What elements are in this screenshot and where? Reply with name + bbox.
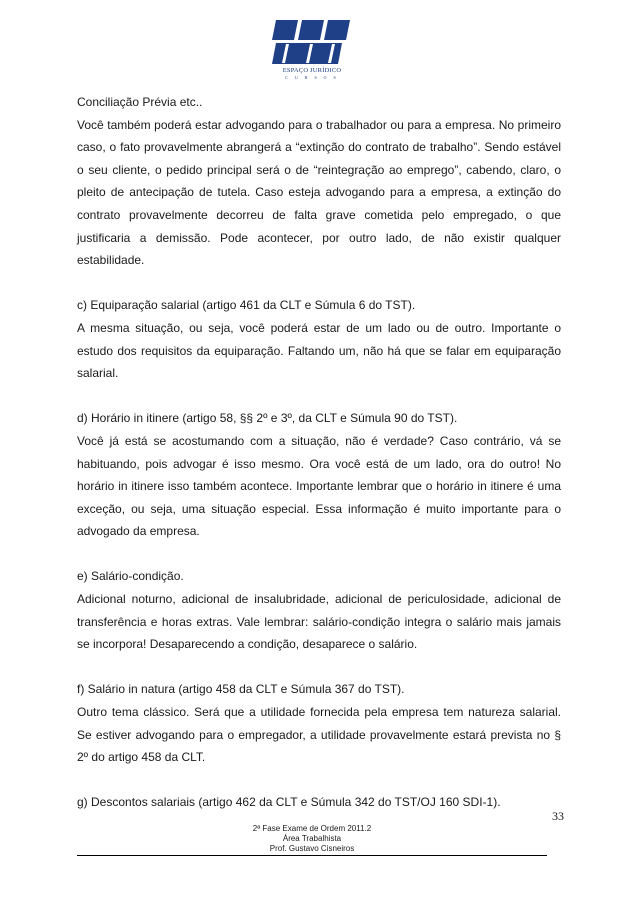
- section-heading: d) Horário in itinere (artigo 58, §§ 2º e 3º, da CLT e Súmula 90 do TST).: [77, 411, 458, 426]
- paragraph: Você já está se acostumando com a situação, não é verdade? Caso contrário, vá se habituando, pois advogar é isso mesmo. Ora você está de um lado, ora do outro! No horário in itinere isso também acontece. Importante lembrar que o horário in itinere é uma exceção, ou seja, uma situação especial. Essa informação é muito importante para o advogado da empresa.: [77, 433, 561, 539]
- footer-area-line: Área Trabalhista: [282, 834, 342, 843]
- paragraph: Você também poderá estar advogando para o trabalhador ou para a empresa. No primeiro caso, o fato provavelmente abrangerá a “extinção do contrato de trabalho”. Sendo estável o seu cliente, o pedido principal será o de “reintegração ao emprego”, cabendo, claro, o pleito de antecipação de tutela. Caso esteja advogando para a empresa, a extinção do contrato provavelmente decorreu de falta grave cometida pelo empregado, o que justificaria a demissão. Pode acontecer, por outro lado, de não existir qualquer estabilidade.: [77, 117, 561, 268]
- footer-rule: [77, 855, 547, 856]
- footer-exam-line: 2ª Fase Exame de Ordem 2011.2: [252, 824, 372, 833]
- section-heading: e) Salário-condição.: [77, 569, 184, 584]
- logo-caption: ESPAÇO JURÍDICO: [282, 67, 342, 74]
- section-heading: g) Descontos salariais (artigo 462 da CLT e Súmula 342 do TST/OJ 160 SDI-1).: [77, 795, 501, 810]
- paragraph: Adicional noturno, adicional de insalubridade, adicional de periculosidade, adicional de transferência e horas extras. Vale lembrar: salário-condição integra o salário mais jamais se incorpora! Desaparecendo a condição, desaparece o salário.: [77, 592, 561, 652]
- document-body: [77, 91, 561, 814]
- logo-subcaption: C U R S O S: [285, 75, 339, 80]
- footer-author-line: Prof. Gustavo Cisneiros: [269, 844, 355, 853]
- page-number: 33: [552, 809, 564, 823]
- section-heading: f) Salário in natura (artigo 458 da CLT e Súmula 367 do TST).: [77, 682, 405, 697]
- page-footer: [77, 824, 547, 854]
- paragraph: Outro tema clássico. Será que a utilidade fornecida pela empresa tem natureza salarial. Se estiver advogando para o empregador, a utilidade provavelmente estará prevista no § 2º do artigo 458 da CLT.: [77, 705, 561, 765]
- paragraph: Conciliação Prévia etc..: [77, 95, 203, 109]
- paragraph: A mesma situação, ou seja, você poderá estar de um lado ou de outro. Importante o estudo dos requisitos da equiparação. Faltando um, não há que se falar em equiparação salarial.: [77, 320, 561, 381]
- section-heading: c) Equiparação salarial (artigo 461 da CLT e Súmula 6 do TST).: [77, 298, 416, 313]
